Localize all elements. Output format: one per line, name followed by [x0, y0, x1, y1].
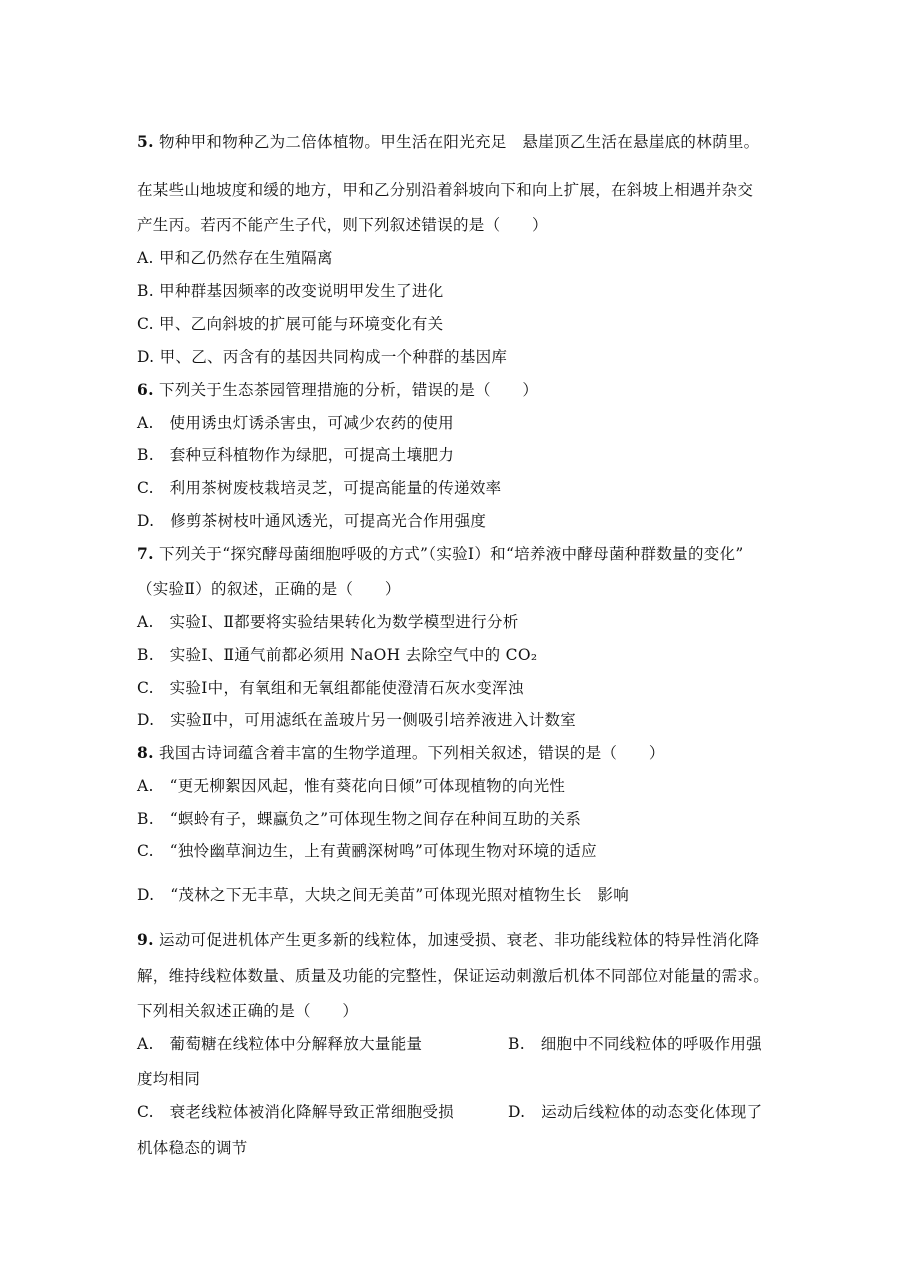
- question-6-option-d: D. 修剪茶树枝叶通风透光，可提高光合作用强度: [137, 512, 487, 530]
- question-8-number: 8.: [137, 743, 154, 762]
- question-6-stem-1: 下列关于生态茶园管理措施的分析，错误的是（ ）: [159, 381, 539, 399]
- question-9-stem-2: 解，维持线粒体数量、质量及功能的完整性，保证运动刺激后机体不同部位对能量的需求。: [137, 967, 770, 985]
- question-7-option-c: C. 实验Ⅰ中，有氧组和无氧组都能使澄清石灰水变浑浊: [137, 679, 524, 697]
- question-5-option-c: C. 甲、乙向斜坡的扩展可能与环境变化有关: [137, 315, 444, 333]
- question-7-stem-1: 下列关于“探究酵母菌细胞呼吸的方式”（实验Ⅰ）和“培养液中酵母菌种群数量的变化”: [159, 545, 744, 563]
- question-9-line-1: [137, 929, 759, 951]
- question-7-number: 7.: [137, 544, 154, 563]
- question-7-stem-2: （实验Ⅱ）的叙述，正确的是（ ）: [137, 580, 401, 598]
- question-6-option-b: B. 套种豆科植物作为绿肥，可提高土壤肥力: [137, 446, 455, 464]
- question-7-option-a: A. 实验Ⅰ、Ⅱ都要将实验结果转化为数学模型进行分析: [137, 613, 519, 631]
- question-8-option-c: C. “独怜幽草涧边生，上有黄鹂深树鸣”可体现生物对环境的适应: [137, 842, 597, 860]
- question-9-number: 9.: [137, 930, 154, 949]
- question-6-number: 6.: [137, 380, 154, 399]
- question-5-stem-2: 在某些山地坡度和缓的地方，甲和乙分别沿着斜坡向下和向上扩展，在斜坡上相遇并杂交: [137, 181, 754, 199]
- question-9-option-c: C. 衰老线粒体被消化降解导致正常细胞受损: [137, 1103, 455, 1121]
- question-9-option-b: B. 细胞中不同线粒体的呼吸作用强: [508, 1035, 762, 1053]
- question-5-stem-1: 物种甲和物种乙为二倍体植物。甲生活在阳光充足 悬崖顶乙生活在悬崖底的林荫里。: [159, 133, 760, 151]
- question-5-option-b: B. 甲种群基因频率的改变说明甲发生了进化: [137, 282, 444, 300]
- question-5-number: 5.: [137, 132, 154, 151]
- question-6-line-1: [137, 379, 538, 401]
- question-6-option-c: C. 利用茶树废枝栽培灵芝，可提高能量的传递效率: [137, 479, 502, 497]
- question-9-option-b-continued: 度均相同: [137, 1070, 201, 1088]
- question-8-option-d: D. “茂林之下无丰草，大块之间无美苗”可体现光照对植物生长 影响: [137, 886, 630, 904]
- question-5-stem-3: 产生丙。若丙不能产生子代，则下列叙述错误的是（ ）: [137, 216, 548, 234]
- question-8-option-a: A. “更无柳絮因风起，惟有葵花向日倾”可体现植物的向光性: [137, 777, 566, 795]
- question-9-stem-3: 下列相关叙述正确的是（ ）: [137, 1002, 359, 1020]
- question-9-option-a: A. 葡萄糖在线粒体中分解释放大量能量: [137, 1035, 423, 1053]
- question-8-line-1: [137, 742, 665, 764]
- question-7-option-d: D. 实验Ⅱ中，可用滤纸在盖玻片另一侧吸引培养液进入计数室: [137, 711, 577, 729]
- question-8-stem-1: 我国古诗词蕴含着丰富的生物学道理。下列相关叙述，错误的是（ ）: [159, 744, 665, 762]
- question-5-option-a: A. 甲和乙仍然存在生殖隔离: [137, 249, 333, 267]
- question-9-stem-1: 运动可促进机体产生更多新的线粒体，加速受损、衰老、非功能线粒体的特异性消化降: [159, 931, 760, 949]
- question-7-line-1: [137, 543, 744, 565]
- question-5-option-d: D. 甲、乙、丙含有的基因共同构成一个种群的基因库: [137, 348, 508, 366]
- question-9-option-d: D. 运动后线粒体的动态变化体现了: [508, 1103, 763, 1121]
- question-7-option-b: B. 实验Ⅰ、Ⅱ通气前都必须用 NaOH 去除空气中的 CO₂: [137, 646, 538, 664]
- question-5-line-1: [137, 131, 759, 153]
- question-6-option-a: A. 使用诱虫灯诱杀害虫，可减少农药的使用: [137, 414, 454, 432]
- question-8-option-b: B. “螟蛉有子，蜾蠃负之”可体现生物之间存在种间互助的关系: [137, 810, 582, 828]
- question-9-option-d-continued: 机体稳态的调节: [137, 1139, 248, 1157]
